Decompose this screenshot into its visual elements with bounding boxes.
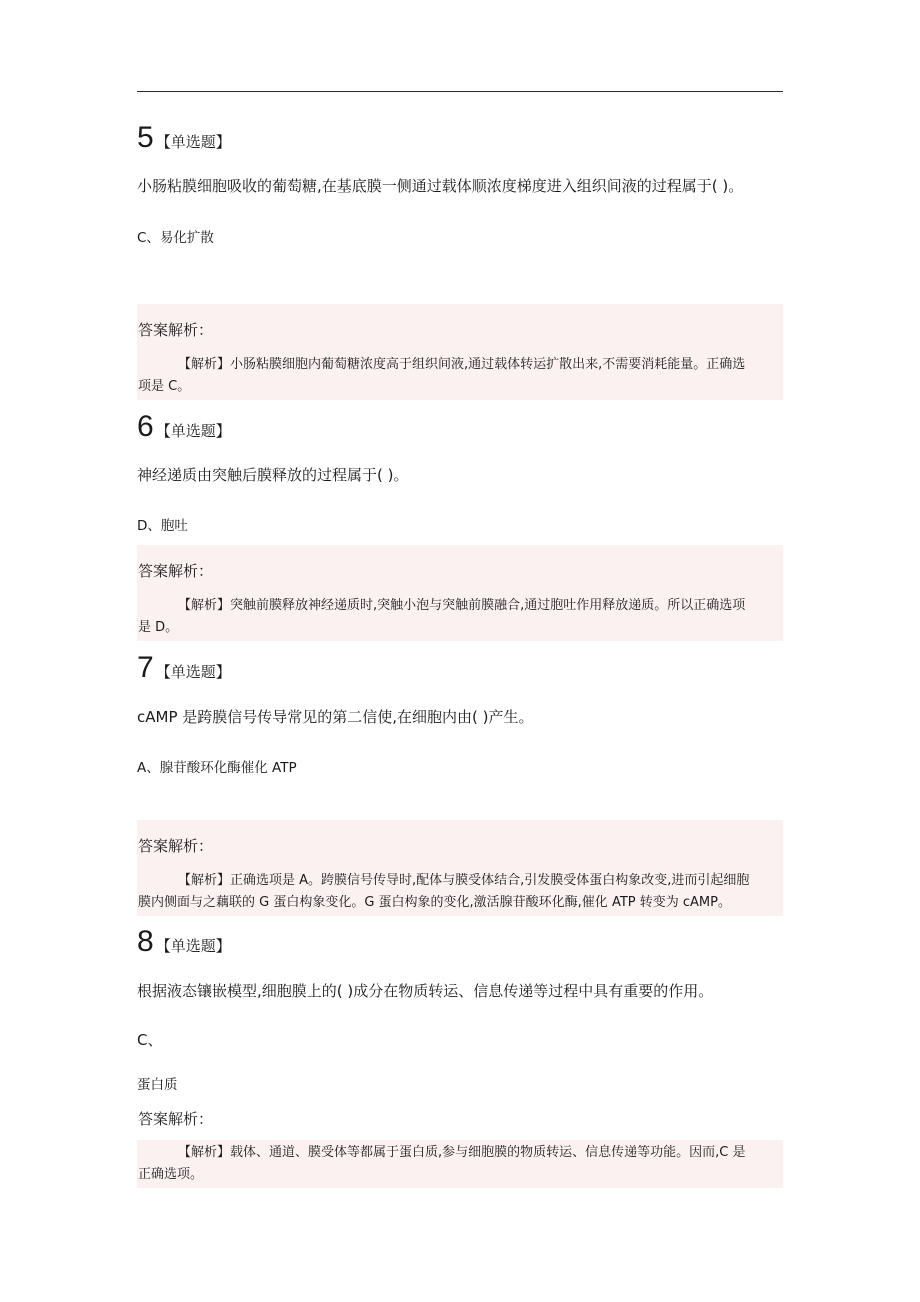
analysis-line: 【解析】小肠粘膜细胞内葡萄糖浓度高于组织间液,通过载体转运扩散出来,不需要消耗能量。正确选 (178, 357, 746, 372)
question-7-text: cAMP 是跨膜信号传导常见的第二信使,在细胞内由( )产生。 (137, 708, 534, 726)
question-7-answer: A、腺苷酸环化酶催化 ATP (137, 760, 297, 776)
question-8-text: 根据液态镶嵌模型,细胞膜上的( )成分在物质转运、信息传递等过程中具有重要的作用。 (137, 982, 714, 1000)
question-5-text: 小肠粘膜细胞吸收的葡萄糖,在基底膜一侧通过载体顺浓度梯度进入组织间液的过程属于( )。 (137, 177, 744, 195)
question-8-answer: C、 (137, 1031, 163, 1049)
question-8-analysis-label: 答案解析： (138, 1110, 214, 1128)
question-number: 8 (137, 925, 154, 958)
question-6-header (137, 412, 231, 442)
question-5-header (137, 123, 231, 153)
question-type: 【单选题】 (155, 663, 231, 681)
question-7-analysis-box (137, 820, 783, 916)
question-8-header (137, 927, 231, 957)
analysis-label: 答案解析： (138, 837, 214, 855)
question-number: 5 (137, 121, 154, 154)
question-5-analysis-box (137, 304, 783, 400)
analysis-line: 是 D。 (138, 620, 179, 635)
question-8-analysis-box (137, 1140, 783, 1188)
analysis-line: 正确选项。 (138, 1167, 204, 1182)
question-7-header (137, 653, 231, 683)
analysis-text (138, 870, 782, 914)
question-6-text: 神经递质由突触后膜释放的过程属于( )。 (137, 466, 409, 484)
question-number: 6 (137, 410, 154, 443)
question-5-answer: C、易化扩散 (137, 230, 214, 246)
analysis-line: 【解析】载体、通道、膜受体等都属于蛋白质,参与细胞膜的物质转运、信息传递等功能。因而,C 是 (178, 1145, 746, 1160)
question-number: 7 (137, 651, 154, 684)
header-rule (137, 91, 783, 92)
analysis-label: 答案解析： (138, 321, 214, 339)
analysis-line: 膜内侧面与之藕联的 G 蛋白构象变化。G 蛋白构象的变化,激活腺苷酸环化酶,催化 ATP 转变为 cAMP。 (138, 895, 731, 910)
question-6-analysis-box (137, 545, 783, 641)
question-6-answer: D、胞吐 (137, 518, 188, 534)
question-8-answer-extra: 蛋白质 (137, 1077, 178, 1093)
analysis-text (138, 1142, 782, 1186)
analysis-line: 项是 C。 (138, 379, 191, 394)
question-type: 【单选题】 (155, 937, 231, 955)
question-type: 【单选题】 (155, 133, 231, 151)
question-type: 【单选题】 (155, 422, 231, 440)
analysis-line: 【解析】正确选项是 A。跨膜信号传导时,配体与膜受体结合,引发膜受体蛋白构象改变,进而引起细胞 (178, 873, 750, 888)
analysis-label: 答案解析： (138, 562, 214, 580)
analysis-text (138, 595, 782, 639)
analysis-line: 【解析】突触前膜释放神经递质时,突触小泡与突触前膜融合,通过胞吐作用释放递质。所以正确选项 (178, 598, 746, 613)
analysis-text (138, 354, 782, 398)
